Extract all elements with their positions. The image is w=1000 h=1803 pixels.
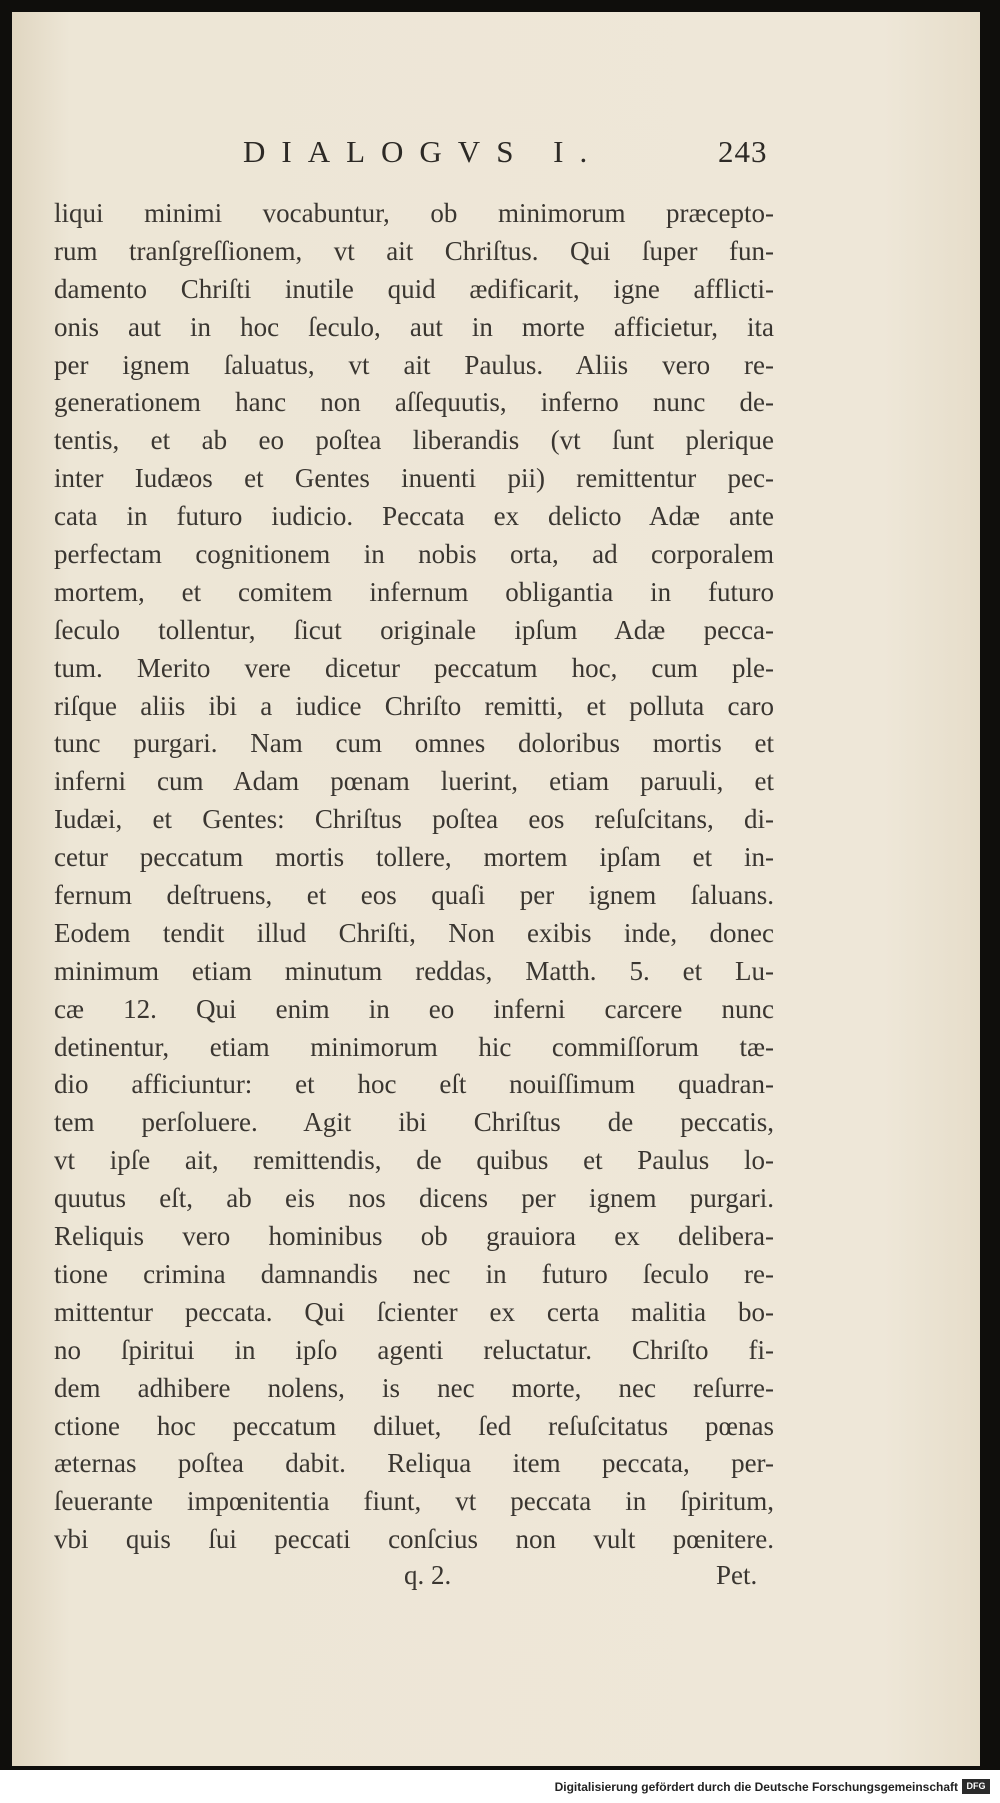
text-line: cetur peccatum mortis tollere, mortem ipſam et in- <box>54 842 774 873</box>
text-line: tione crimina damnandis nec in futuro ſeculo re- <box>54 1258 774 1289</box>
text-line: ſeuerante impœnitentia fiunt, vt peccata in ſpiritum, <box>54 1486 774 1517</box>
signature-mark: q. 2. <box>404 1560 452 1590</box>
text-line: vbi quis ſui peccati conſcius non vult pœnitere. <box>54 1524 774 1555</box>
funding-note: Digitalisierung gefördert durch die Deutsche Forschungsgemeinschaft <box>554 1780 958 1794</box>
text-line: per ignem ſaluatus, vt ait Paulus. Aliis vero re- <box>54 349 774 380</box>
text-line: no ſpiritui in ipſo agenti reluctatur. Chriſto fi- <box>54 1334 774 1365</box>
text-line: Reliquis vero hominibus ob grauiora ex delibera- <box>54 1221 774 1252</box>
text-line: quutus eſt, ab eis nos dicens per ignem purgari. <box>54 1183 774 1214</box>
text-line: Eodem tendit illud Chriſti, Non exibis inde, donec <box>54 917 774 948</box>
text-line: vt ipſe ait, remittendis, de quibus et Paulus lo- <box>54 1145 774 1176</box>
text-line: tem perſoluere. Agit ibi Chriſtus de peccatis, <box>54 1107 774 1138</box>
text-line: fernum deſtruens, et eos quaſi per ignem ſaluans. <box>54 880 774 911</box>
text-line: detinentur, etiam minimorum hic commiſſorum tæ- <box>54 1031 774 1062</box>
text-line: tum. Merito vere dicetur peccatum hoc, cum ple- <box>54 652 774 683</box>
text-line: inferni cum Adam pœnam luerint, etiam paruuli, et <box>54 766 774 797</box>
text-line: inter Iudæos et Gentes inuenti pii) remittentur pec- <box>54 463 774 494</box>
text-line: dio afficiuntur: et hoc eſt nouiſſimum quadran- <box>54 1069 774 1100</box>
text-line: mortem, et comitem infernum obligantia in futuro <box>54 576 774 607</box>
text-line: cata in futuro iudicio. Peccata ex delicto Adæ ante <box>54 501 774 532</box>
text-line: æternas poſtea dabit. Reliqua item peccata, per- <box>54 1448 774 1479</box>
text-line: ſeculo tollentur, ſicut originale ipſum Adæ pecca- <box>54 614 774 645</box>
text-line: damento Chriſti inutile quid ædificarit, igne afflicti- <box>54 273 774 304</box>
dfg-logo: DFG <box>962 1779 990 1794</box>
body-text <box>54 195 774 1559</box>
page-number: 243 <box>718 134 768 169</box>
text-line: dem adhibere nolens, is nec morte, nec reſurre- <box>54 1372 774 1403</box>
text-line: rum tranſgreſſionem, vt ait Chriſtus. Qui ſuper fun- <box>54 235 774 266</box>
text-line: minimum etiam minutum reddas, Matth. 5. et Lu- <box>54 955 774 986</box>
running-title: DIALOGVS I. <box>243 134 604 169</box>
text-line: tentis, et ab eo poſtea liberandis (vt ſunt plerique <box>54 425 774 456</box>
catchword: Pet. <box>716 1560 758 1590</box>
text-line: tunc purgari. Nam cum omnes doloribus mortis et <box>54 728 774 759</box>
text-line: cæ 12. Qui enim in eo inferni carcere nunc <box>54 993 774 1024</box>
text-line: riſque aliis ibi a iudice Chriſto remitti, et polluta caro <box>54 690 774 721</box>
text-line: liqui minimi vocabuntur, ob minimorum præcepto- <box>54 198 774 228</box>
text-line: mittentur peccata. Qui ſcienter ex certa malitia bo- <box>54 1296 774 1327</box>
text-line: ctione hoc peccatum diluet, ſed reſuſcitatus pœnas <box>54 1410 774 1441</box>
text-line: perfectam cognitionem in nobis orta, ad corporalem <box>54 539 774 570</box>
text-line: onis aut in hoc ſeculo, aut in morte afficietur, ita <box>54 311 774 342</box>
text-line: Iudæi, et Gentes: Chriſtus poſtea eos reſuſcitans, di- <box>54 804 774 835</box>
text-line: generationem hanc non aſſequutis, inferno nunc de- <box>54 387 774 418</box>
